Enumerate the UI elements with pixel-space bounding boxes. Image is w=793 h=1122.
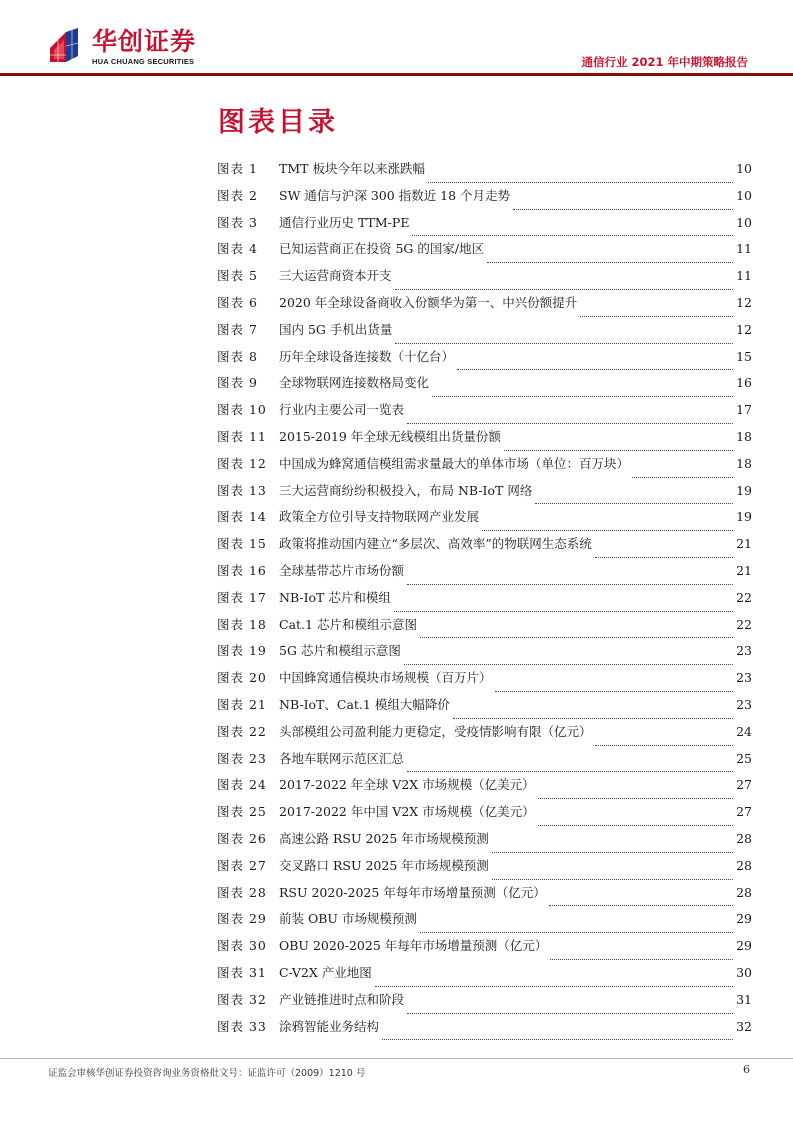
toc-entry[interactable] xyxy=(217,481,752,508)
toc-leader-dots xyxy=(407,1012,733,1014)
toc-entry-label: 图表 7 xyxy=(217,321,258,337)
toc-entry[interactable] xyxy=(217,454,752,481)
toc-entry-title: 全球基带芯片市场份额 xyxy=(279,562,405,578)
toc-entry-page: 27 xyxy=(736,804,752,820)
toc-entry-title: SW 通信与沪深 300 指数近 18 个月走势 xyxy=(279,187,511,203)
page-number: 6 xyxy=(743,1063,750,1076)
toc-entry-title: 全球物联网连接数格局变化 xyxy=(279,375,430,391)
toc-entry[interactable] xyxy=(217,775,752,802)
toc-entry[interactable] xyxy=(217,427,752,454)
toc-entry-page: 12 xyxy=(736,321,752,337)
toc-entry[interactable] xyxy=(217,615,752,642)
toc-entry-title: 历年全球设备连接数（十亿台） xyxy=(279,348,455,364)
toc-entry-label: 图表 5 xyxy=(217,268,258,284)
toc-entry-page: 30 xyxy=(736,964,752,980)
toc-entry-label: 图表 9 xyxy=(217,375,258,391)
toc-entry-page: 29 xyxy=(736,938,752,954)
toc-entry-label: 图表 3 xyxy=(217,214,258,230)
toc-leader-dots xyxy=(407,770,733,772)
toc-entry[interactable] xyxy=(217,507,752,534)
toc-entry-title: 5G 芯片和模组示意图 xyxy=(279,643,401,659)
toc-leader-dots xyxy=(550,958,733,960)
toc-leader-dots xyxy=(395,342,733,344)
toc-entry-title: RSU 2020-2025 年每年市场增量预测（亿元） xyxy=(279,884,546,900)
toc-entry-label: 图表 22 xyxy=(217,723,267,739)
toc-entry-page: 23 xyxy=(736,670,752,686)
figure-list xyxy=(217,159,752,1043)
toc-entry[interactable] xyxy=(217,802,752,829)
toc-heading: 图表目录 xyxy=(218,107,338,138)
company-logo xyxy=(48,26,208,72)
toc-entry-page: 16 xyxy=(736,375,752,391)
toc-entry-label: 图表 25 xyxy=(217,804,267,820)
toc-entry[interactable] xyxy=(217,883,752,910)
toc-leader-dots xyxy=(632,476,733,478)
toc-entry-page: 19 xyxy=(736,509,752,525)
page-header xyxy=(0,0,793,76)
toc-entry[interactable] xyxy=(217,963,752,990)
toc-entry-page: 28 xyxy=(736,830,752,846)
toc-entry-title: 三大运营商资本开支 xyxy=(279,268,392,284)
toc-entry-page: 19 xyxy=(736,482,752,498)
toc-entry-label: 图表 6 xyxy=(217,294,258,310)
toc-entry-page: 24 xyxy=(736,723,752,739)
toc-entry-title: TMT 板块今年以来涨跌幅 xyxy=(279,161,425,176)
toc-entry-label: 图表 30 xyxy=(217,938,267,954)
toc-leader-dots xyxy=(412,234,733,236)
toc-entry[interactable] xyxy=(217,347,752,374)
toc-entry-label: 图表 20 xyxy=(217,670,267,686)
toc-entry-page: 22 xyxy=(736,616,752,632)
toc-entry-label: 图表 1 xyxy=(217,161,258,176)
toc-leader-dots xyxy=(420,931,733,933)
toc-entry-page: 18 xyxy=(736,428,752,444)
toc-leader-dots xyxy=(382,1038,733,1040)
footer-license: 证监会审核华创证券投资咨询业务资格批文号：证监许可（2009）1210 号 xyxy=(48,1068,366,1079)
header-divider xyxy=(0,73,793,76)
toc-entry[interactable] xyxy=(217,990,752,1017)
toc-entry-title: 行业内主要公司一览表 xyxy=(279,402,405,418)
toc-entry[interactable] xyxy=(217,186,752,213)
toc-entry[interactable] xyxy=(217,749,752,776)
toc-entry-page: 29 xyxy=(736,911,752,927)
toc-leader-dots xyxy=(580,315,733,317)
toc-leader-dots xyxy=(538,824,733,826)
toc-entry-title: 政策全方位引导支持物联网产业发展 xyxy=(279,509,480,525)
toc-entry-label: 图表 2 xyxy=(217,187,258,203)
toc-entry-page: 10 xyxy=(736,187,752,203)
toc-entry-title: 2017-2022 年中国 V2X 市场规模（亿美元） xyxy=(279,804,535,820)
toc-entry[interactable] xyxy=(217,1017,752,1044)
toc-entry-page: 32 xyxy=(736,1018,752,1034)
toc-entry[interactable] xyxy=(217,159,752,186)
toc-entry-title: 各地车联网示范区汇总 xyxy=(279,750,405,766)
toc-entry-title: 国内 5G 手机出货量 xyxy=(279,321,393,337)
toc-entry-title: OBU 2020-2025 年每年市场增量预测（亿元） xyxy=(279,938,548,954)
toc-entry-label: 图表 14 xyxy=(217,509,267,525)
toc-leader-dots xyxy=(492,851,733,853)
toc-entry-label: 图表 17 xyxy=(217,589,267,605)
toc-leader-dots xyxy=(457,368,733,370)
toc-leader-dots xyxy=(394,610,733,612)
toc-leader-dots xyxy=(395,288,733,290)
toc-leader-dots xyxy=(595,744,733,746)
toc-leader-dots xyxy=(535,502,733,504)
toc-entry-label: 图表 33 xyxy=(217,1018,267,1034)
toc-entry[interactable] xyxy=(217,400,752,427)
toc-leader-dots xyxy=(549,904,733,906)
toc-leader-dots xyxy=(513,208,733,210)
toc-entry-title: 头部模组公司盈利能力更稳定，受疫情影响有限（亿元） xyxy=(279,723,592,739)
toc-entry[interactable] xyxy=(217,936,752,963)
toc-leader-dots xyxy=(538,797,733,799)
toc-entry-page: 28 xyxy=(736,884,752,900)
toc-entry-page: 17 xyxy=(736,402,752,418)
toc-leader-dots xyxy=(407,583,733,585)
toc-entry-title: 2017-2022 年全球 V2X 市场规模（亿美元） xyxy=(279,777,535,793)
toc-entry-page: 31 xyxy=(736,991,752,1007)
toc-entry-label: 图表 15 xyxy=(217,536,267,552)
toc-entry-title: 交叉路口 RSU 2025 年市场规模预测 xyxy=(279,857,489,873)
toc-entry[interactable] xyxy=(217,561,752,588)
toc-entry-label: 图表 12 xyxy=(217,455,267,471)
toc-leader-dots xyxy=(504,449,733,451)
toc-entry-page: 22 xyxy=(736,589,752,605)
toc-entry-label: 图表 32 xyxy=(217,991,267,1007)
toc-leader-dots xyxy=(428,181,733,183)
toc-entry[interactable] xyxy=(217,722,752,749)
logo-english-name: HUA CHUANG SECURITIES xyxy=(92,57,195,66)
toc-entry-title: 2015-2019 年全球无线模组出货量份额 xyxy=(279,428,501,444)
toc-leader-dots xyxy=(404,663,733,665)
toc-entry-label: 图表 31 xyxy=(217,964,267,980)
toc-entry-title: 高速公路 RSU 2025 年市场规模预测 xyxy=(279,830,489,846)
logo-mark-icon xyxy=(48,26,86,64)
toc-entry-label: 图表 29 xyxy=(217,911,267,927)
toc-entry-label: 图表 13 xyxy=(217,482,267,498)
toc-entry[interactable] xyxy=(217,588,752,615)
toc-entry-title: 涂鸦智能业务结构 xyxy=(279,1018,380,1034)
toc-entry-title: NB-IoT、Cat.1 模组大幅降价 xyxy=(279,696,450,712)
toc-leader-dots xyxy=(432,395,733,397)
toc-leader-dots xyxy=(595,556,733,558)
toc-entry-label: 图表 21 xyxy=(217,696,267,712)
toc-entry-title: NB-IoT 芯片和模组 xyxy=(279,589,391,605)
toc-entry-title: 2020 年全球设备商收入份额华为第一、中兴份额提升 xyxy=(279,294,578,310)
toc-entry-page: 25 xyxy=(736,750,752,766)
toc-entry-title: 政策将推动国内建立“多层次、高效率”的物联网生态系统 xyxy=(279,536,592,552)
toc-entry-title: 产业链推进时点和阶段 xyxy=(279,991,405,1007)
toc-entry-page: 28 xyxy=(736,857,752,873)
toc-entry-label: 图表 28 xyxy=(217,884,267,900)
toc-entry-title: 中国蜂窝通信模块市场规模（百万片） xyxy=(279,670,492,686)
toc-entry-label: 图表 23 xyxy=(217,750,267,766)
footer-divider xyxy=(0,1058,793,1059)
toc-entry-title: 中国成为蜂窝通信模组需求量最大的单体市场（单位：百万块） xyxy=(279,455,630,471)
toc-leader-dots xyxy=(420,636,733,638)
toc-leader-dots xyxy=(453,717,733,719)
toc-entry-page: 21 xyxy=(736,536,752,552)
toc-entry-label: 图表 4 xyxy=(217,241,258,257)
toc-entry-page: 10 xyxy=(736,161,752,176)
toc-entry[interactable] xyxy=(217,829,752,856)
toc-entry-label: 图表 16 xyxy=(217,562,267,578)
toc-entry[interactable] xyxy=(217,856,752,883)
toc-entry[interactable] xyxy=(217,293,752,320)
toc-entry-page: 23 xyxy=(736,696,752,712)
toc-entry-title: 已知运营商正在投资 5G 的国家/地区 xyxy=(279,241,485,257)
toc-entry[interactable] xyxy=(217,534,752,561)
toc-entry-page: 15 xyxy=(736,348,752,364)
logo-chinese-name: 华创证券 xyxy=(92,27,197,56)
toc-entry-title: Cat.1 芯片和模组示意图 xyxy=(279,616,417,632)
toc-entry[interactable] xyxy=(217,373,752,400)
toc-leader-dots xyxy=(495,690,733,692)
toc-entry-label: 图表 10 xyxy=(217,402,267,418)
toc-entry[interactable] xyxy=(217,695,752,722)
toc-entry-label: 图表 11 xyxy=(217,428,267,444)
toc-entry-label: 图表 8 xyxy=(217,348,258,364)
toc-entry-page: 27 xyxy=(736,777,752,793)
toc-entry-label: 图表 19 xyxy=(217,643,267,659)
toc-entry-page: 23 xyxy=(736,643,752,659)
toc-entry-label: 图表 27 xyxy=(217,857,267,873)
toc-entry[interactable] xyxy=(217,668,752,695)
toc-leader-dots xyxy=(375,985,733,987)
toc-entry[interactable] xyxy=(217,239,752,266)
toc-entry-label: 图表 24 xyxy=(217,777,267,793)
toc-entry-page: 11 xyxy=(736,268,752,284)
toc-leader-dots xyxy=(482,529,733,531)
toc-entry-label: 图表 26 xyxy=(217,830,267,846)
toc-entry-label: 图表 18 xyxy=(217,616,267,632)
toc-entry[interactable] xyxy=(217,266,752,293)
report-title: 通信行业 2021 年中期策略报告 xyxy=(581,55,748,69)
toc-entry-title: 前装 OBU 市场规模预测 xyxy=(279,911,417,927)
toc-entry-page: 21 xyxy=(736,562,752,578)
toc-entry-title: 三大运营商纷纷积极投入，布局 NB-IoT 网络 xyxy=(279,482,533,498)
toc-leader-dots xyxy=(487,261,733,263)
toc-entry-title: 通信行业历史 TTM-PE xyxy=(279,214,410,230)
toc-entry-page: 10 xyxy=(736,214,752,230)
toc-entry-page: 18 xyxy=(736,455,752,471)
toc-entry[interactable] xyxy=(217,213,752,240)
toc-entry[interactable] xyxy=(217,320,752,347)
toc-entry-page: 12 xyxy=(736,294,752,310)
toc-leader-dots xyxy=(407,422,733,424)
toc-entry[interactable] xyxy=(217,909,752,936)
toc-entry[interactable] xyxy=(217,641,752,668)
toc-entry-page: 11 xyxy=(736,241,752,257)
toc-entry-title: C-V2X 产业地图 xyxy=(279,964,372,980)
toc-leader-dots xyxy=(492,878,733,880)
